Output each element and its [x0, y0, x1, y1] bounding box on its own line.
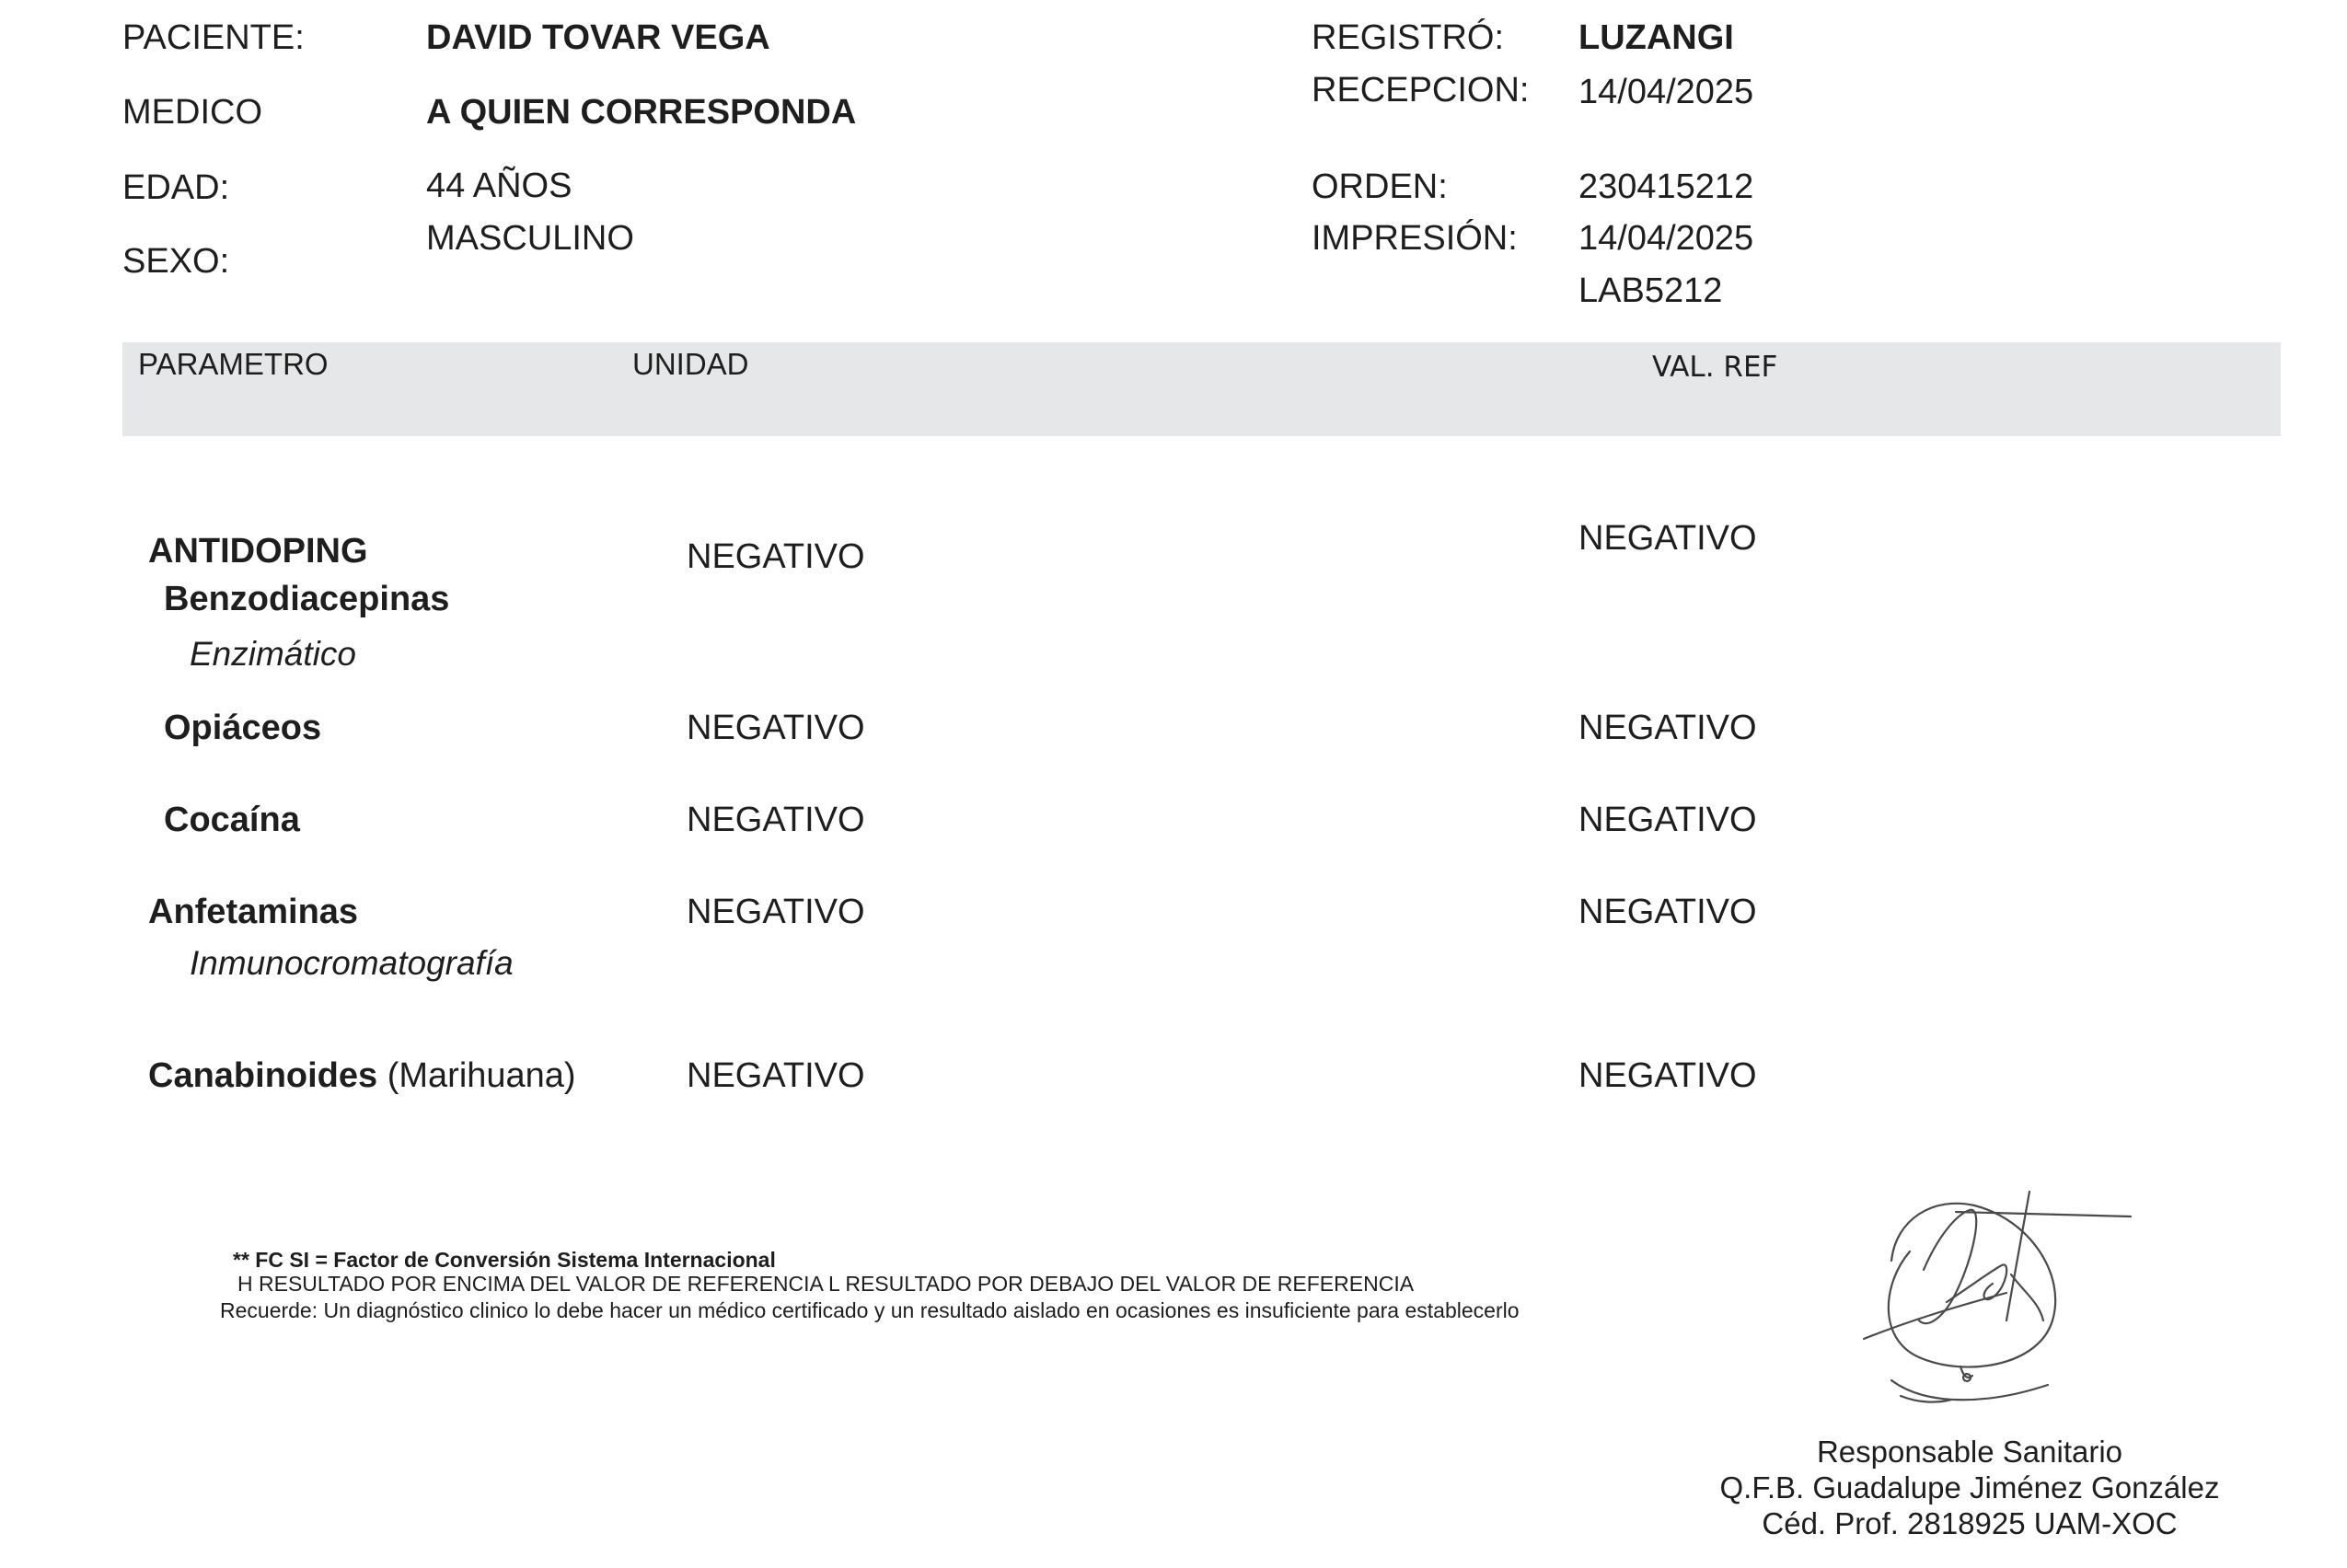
ref-canabinoides: NEGATIVO [1578, 1056, 1757, 1095]
reception-date: 14/04/2025 [1578, 73, 1754, 111]
doctor-name: A QUIEN CORRESPONDA [426, 93, 857, 132]
print-label: IMPRESIÓN: [1312, 219, 1518, 258]
header-parameter: PARAMETRO [138, 347, 329, 381]
header-reference: VAL. REF [1652, 351, 1778, 384]
patient-label: PACIENTE: [122, 18, 305, 57]
order-number: 230415212 [1578, 167, 1754, 206]
footnote-h-l-legend: H RESULTADO POR ENCIMA DEL VALOR DE REFERENCIA L RESULTADO POR DEBAJO DEL VALOR DE REFERENCIA [237, 1272, 1415, 1296]
ref-benzodiacepinas: NEGATIVO [1578, 519, 1757, 558]
method-enzimatico: Enzimático [190, 635, 356, 673]
registered-label: REGISTRÓ: [1312, 18, 1505, 57]
signature-role: Responsable Sanitario [1816, 1435, 2123, 1469]
sex-value: MASCULINO [426, 219, 634, 258]
param-cocaina: Cocaína [164, 801, 300, 839]
age-label: EDAD: [122, 168, 230, 207]
section-title: ANTIDOPING [148, 532, 368, 571]
reception-label: RECEPCION: [1312, 71, 1530, 110]
footnote-disclaimer: Recuerde: Un diagnóstico clinico lo debe hacer un médico certificado y un resultado aislado en ocasiones es insuficiente para establecerlo [220, 1298, 1520, 1322]
result-anfetaminas: NEGATIVO [687, 893, 865, 931]
ref-opiaceos: NEGATIVO [1578, 709, 1757, 747]
param-anfetaminas: Anfetaminas [148, 893, 359, 931]
sex-label: SEXO: [122, 242, 230, 281]
ref-anfetaminas: NEGATIVO [1578, 893, 1757, 931]
param-canabinoides [148, 1056, 576, 1096]
age-value: 44 AÑOS [426, 167, 572, 205]
header-unit: UNIDAD [632, 347, 749, 381]
ref-cocaina: NEGATIVO [1578, 801, 1757, 839]
order-label: ORDEN: [1312, 167, 1448, 206]
result-canabinoides: NEGATIVO [687, 1056, 865, 1095]
method-inmunocromatografia: Inmunocromatografía [190, 944, 514, 982]
print-date: 14/04/2025 [1578, 219, 1754, 258]
param-canabinoides-suffix: (Marihuana) [387, 1056, 576, 1095]
result-opiaceos: NEGATIVO [687, 709, 865, 747]
param-benzodiacepinas: Benzodiacepinas [164, 580, 450, 618]
param-opiaceos: Opiáceos [164, 709, 322, 747]
signature-image [1855, 1182, 2158, 1422]
footnote-fc-si: ** FC SI = Factor de Conversión Sistema Internacional [233, 1248, 776, 1272]
signature-name: Q.F.B. Guadalupe Jiménez González [1719, 1470, 2220, 1505]
result-benzodiacepinas: NEGATIVO [687, 537, 865, 576]
signature-license: Céd. Prof. 2818925 UAM-XOC [1762, 1506, 2178, 1540]
param-canabinoides-name: Canabinoides [148, 1056, 378, 1095]
patient-name: DAVID TOVAR VEGA [426, 18, 770, 57]
doctor-label: MEDICO [122, 93, 262, 132]
registered-value: LUZANGI [1578, 18, 1734, 57]
result-cocaina: NEGATIVO [687, 801, 865, 839]
lab-code: LAB5212 [1578, 271, 1723, 310]
table-header [122, 342, 2281, 436]
